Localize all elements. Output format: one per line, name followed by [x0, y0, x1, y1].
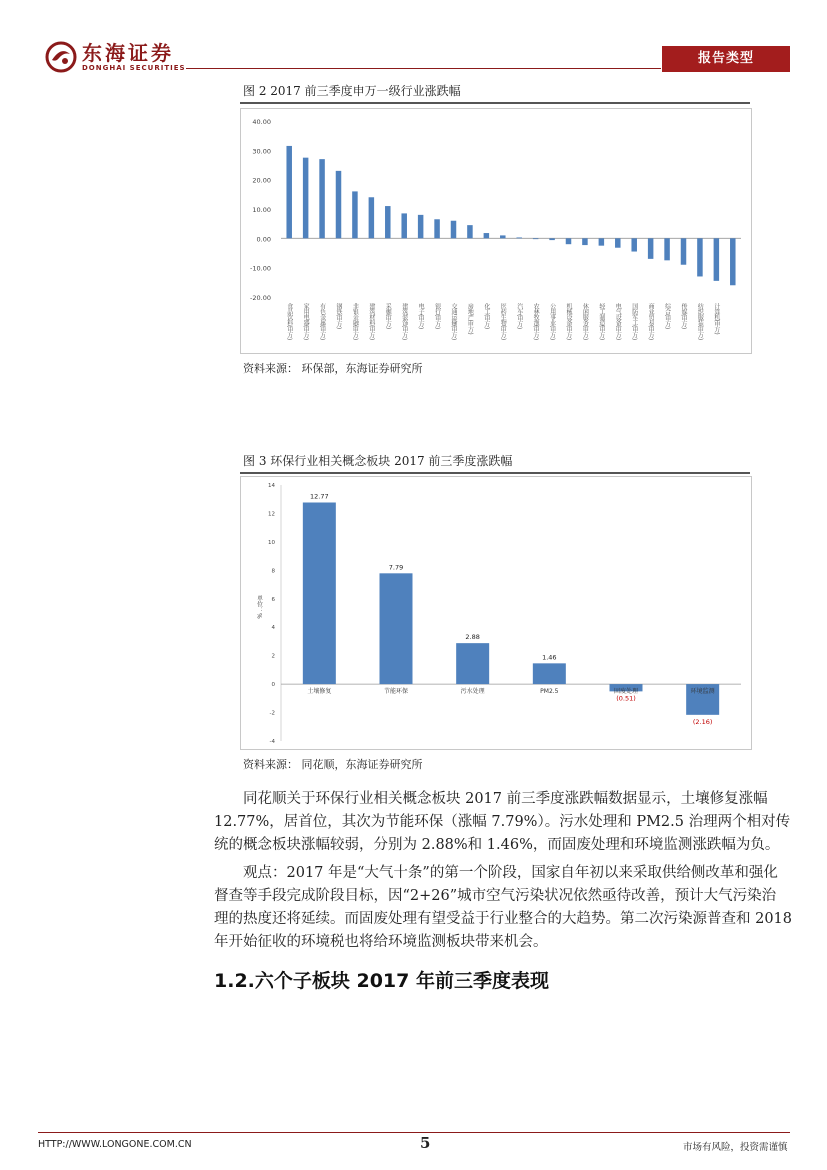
figure3-source: 资料来源： 同花顺，东海证券研究所: [243, 758, 423, 771]
footer-website-link[interactable]: HTTP://WWW.LONGONE.COM.CN: [38, 1139, 192, 1150]
y-tick-label: -2: [269, 710, 275, 717]
bar-value-label: 1.46: [542, 653, 557, 662]
industry-bar: [286, 146, 292, 238]
paragraph-line: 观点：2017 年是“大气十条”的第一个阶段，国家自年初以来采取供给侧改革和强化: [243, 865, 778, 881]
y-tick-label: 0.00: [256, 235, 271, 244]
bar-value-label: 2.88: [465, 633, 480, 642]
y-tick-label: -4: [269, 739, 275, 745]
figure3-top-rule: [240, 472, 750, 474]
logo-chinese-name: 东海证券: [82, 40, 174, 65]
industry-bar: [467, 225, 473, 238]
footer-divider: [38, 1132, 790, 1133]
header-divider: [186, 68, 661, 69]
logo-english-name: DONGHAI SECURITIES: [82, 63, 186, 72]
x-category-label: 电子(申万): [417, 303, 425, 329]
y-tick-label: -10.00: [250, 264, 271, 273]
industry-bar: [533, 238, 539, 239]
y-tick-label: 10.00: [252, 206, 271, 214]
industry-bar: [599, 238, 605, 245]
x-category-label: 医药生物(申万): [499, 303, 507, 340]
industry-bar: [648, 238, 654, 259]
paragraph-line: 年开始征收的环境税也将给环境监测板块带来机会。: [214, 934, 548, 950]
x-category-label: 房地产(申万): [466, 303, 474, 335]
industry-bar: [697, 238, 703, 276]
y-tick-label: 20.00: [252, 176, 271, 185]
x-category-label: 非银金融(申万): [351, 303, 359, 340]
y-tick-label: 6: [271, 596, 275, 603]
figure2-top-rule: [240, 102, 750, 104]
logo-emblem-icon: [44, 40, 78, 74]
industry-bar: [451, 221, 457, 239]
y-tick-label: 4: [271, 625, 275, 632]
sector-bar: [303, 502, 336, 684]
industry-returns-chart: [241, 109, 751, 353]
analysis-paragraph: [214, 788, 791, 857]
y-tick-label: 8: [271, 568, 275, 575]
x-category-label: 机械设备(申万): [565, 303, 572, 340]
bar-value-label: 7.79: [388, 563, 404, 572]
figure3-chart-frame: [240, 476, 752, 750]
report-type-badge: 报告类型: [662, 46, 790, 72]
sector-bar: [533, 663, 566, 684]
industry-bar: [434, 219, 440, 238]
x-category-label: 银行(申万): [433, 303, 441, 329]
paragraph-line: 督查等手段完成阶段目标，因“2+26”城市空气污染状况依然亟待改善，预计大气污染治: [214, 888, 777, 904]
industry-bar: [516, 237, 522, 238]
x-category-label: 商业贸易(申万): [647, 303, 655, 340]
paragraph-line: 同花顺关于环保行业相关概念板块 2017 前三季度涨跌幅数据显示，土壤修复涨幅: [243, 791, 768, 807]
x-category-label: 计算机(申万): [712, 303, 720, 335]
sector-bar: [456, 643, 489, 684]
industry-bar: [418, 215, 424, 238]
x-category-label: 建筑材料(申万): [367, 303, 375, 340]
env-concept-returns-chart: [241, 477, 751, 749]
industry-bar: [714, 238, 720, 281]
industry-bar: [319, 159, 325, 238]
y-tick-label: 10: [268, 539, 275, 546]
industry-bar: [500, 235, 506, 238]
bar-value-label: 12.77: [310, 492, 329, 501]
industry-bar: [336, 171, 342, 238]
paragraph-line: 统的概念板块涨幅较弱，分别为 2.88%和 1.46%，而固废处理和环境监测涨跌幅为负。: [214, 837, 780, 853]
x-category-label: 钢铁(申万): [335, 303, 342, 329]
page-header: [0, 0, 827, 80]
bar-value-label: (0.51): [616, 694, 636, 703]
paragraph-line: 12.77%，居首位，其次为节能环保（涨幅 7.79%）。污水处理和 PM2.5 治理两个相对传: [214, 814, 791, 830]
industry-bar: [352, 191, 358, 238]
industry-bar: [664, 238, 670, 260]
x-category-label: 化工(申万): [482, 303, 490, 329]
x-category-label: 汽车(申万): [515, 303, 523, 329]
industry-bar: [582, 238, 588, 245]
industry-bar: [730, 238, 736, 285]
section-heading: 1.2.六个子板块 2017 年前三季度表现: [214, 970, 549, 992]
page-number: 5: [420, 1134, 431, 1152]
industry-bar: [401, 213, 407, 238]
x-category-label: 综合(申万): [663, 303, 671, 329]
x-category-label: 公用事业(申万): [548, 303, 556, 340]
x-category-label: 纺织服装(申万): [696, 303, 704, 340]
figure2-source: 资料来源： 环保部，东海证券研究所: [243, 362, 423, 375]
risk-disclaimer: 市场有风险，投资需谨慎: [683, 1142, 788, 1153]
y-tick-label: 2: [271, 653, 275, 660]
x-category-label: 休闲服务(申万): [581, 303, 589, 340]
x-category-label: 有色金属(申万): [318, 303, 326, 340]
industry-bar: [484, 233, 490, 238]
industry-bar: [615, 238, 621, 247]
x-category-label: 食品饮料(申万): [285, 303, 293, 340]
x-category-label: 土壤修复: [307, 688, 332, 696]
figure3-caption: 图 3 环保行业相关概念板块 2017 前三季度涨跌幅: [243, 454, 513, 468]
viewpoint-paragraph: [214, 862, 793, 954]
industry-bar: [369, 197, 375, 238]
x-category-label: 国防军工(申万): [630, 303, 638, 340]
y-axis-title: 单位：%: [255, 595, 263, 619]
figure2-caption: 图 2 2017 前三季度申万一级行业涨跌幅: [243, 84, 461, 98]
industry-bar: [303, 158, 309, 239]
x-category-label: PM2.5: [540, 688, 559, 696]
x-category-label: 采掘(申万): [384, 303, 392, 329]
y-tick-label: 14: [268, 483, 275, 489]
x-category-label: 轻工制造(申万): [597, 303, 605, 340]
x-category-label: 电气设备(申万): [614, 303, 622, 340]
y-tick-label: 0: [271, 682, 275, 689]
y-tick-label: -20.00: [250, 294, 271, 302]
y-tick-label: 40.00: [252, 118, 271, 126]
x-category-label: 传媒(申万): [680, 303, 687, 329]
x-category-label: 农林牧渔(申万): [532, 303, 540, 340]
company-logo: [44, 40, 186, 74]
y-tick-label: 12: [268, 511, 275, 518]
x-category-label: 家用电器(申万): [302, 303, 310, 340]
x-category-label: 环境监测: [690, 688, 715, 696]
x-category-label: 建筑装饰(申万): [400, 303, 408, 340]
industry-bar: [566, 238, 572, 244]
industry-bar: [631, 238, 637, 251]
figure2-chart-frame: [240, 108, 752, 354]
industry-bar: [385, 206, 391, 238]
x-category-label: 节能环保: [383, 688, 409, 696]
bar-value-label: (2.16): [692, 717, 713, 726]
x-category-label: 固废处理: [613, 688, 639, 696]
y-tick-label: 30.00: [252, 147, 271, 156]
x-category-label: 污水处理: [460, 688, 485, 696]
industry-bar: [549, 238, 555, 240]
sector-bar: [380, 573, 413, 684]
x-category-label: 交通运输(申万): [450, 303, 457, 340]
industry-bar: [681, 238, 687, 264]
paragraph-line: 理的热度还将延续。而固废处理有望受益于行业整合的大趋势。第二次污染源普查和 2018: [214, 911, 793, 927]
